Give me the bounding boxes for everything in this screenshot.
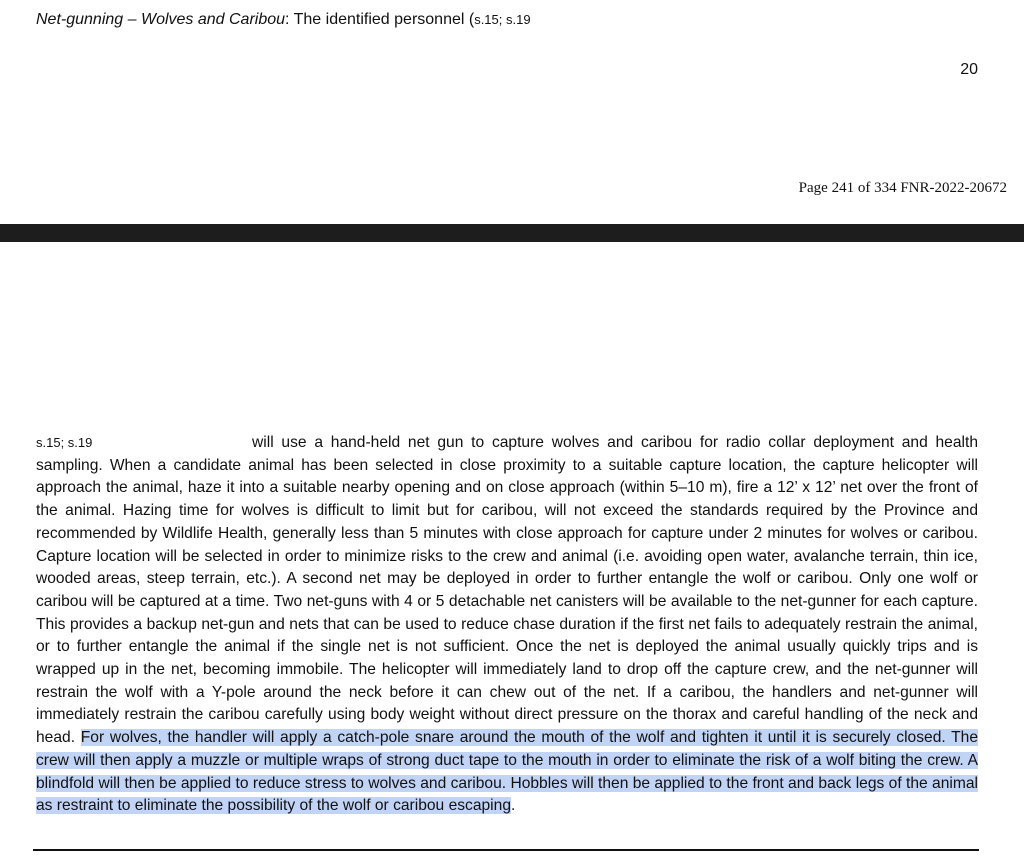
section-heading — [36, 10, 531, 30]
paragraph-end: . — [511, 797, 516, 815]
selected-text[interactable]: For wolves, the handler will apply a catch-pole snare around the mouth of the wolf and tighten it until it is securely closed. The crew will then apply a muzzle or multiple wraps of strong duct tape to the mouth in order to eliminate the risk of a wolf biting the crew. A blindfold will then be applied to reduce stress to wolves and caribou. Hobbles will then be applied to the front and back legs of the animal as restraint to eliminate the possibility of the wolf or caribou escaping — [36, 729, 978, 815]
body-paragraph[interactable] — [36, 432, 978, 818]
page-number: 20 — [960, 61, 978, 78]
redaction-label: s.15; s.19 — [474, 12, 531, 27]
heading-text: : The identified personnel ( — [285, 11, 475, 28]
bottom-rule — [33, 849, 979, 851]
page-footer: Page 241 of 334 FNR-2022-20672 — [798, 180, 1007, 196]
paragraph-text: will use a hand-held net gun to capture wolves and caribou for radio collar deployment and health sampling. When a candidate animal has been selected in close proximity to a suitable capture location, the capture helicopter will approach the animal, haze it into a suitable nearby opening and on close approach (within 5–10 m), fire a 12’ x 12’ net over the front of the animal. Hazing time for wolves is difficult to limit but for caribou, will not exceed the standards required by the Province and recommended by Wildlife Health, generally less than 5 minutes with close approach for capture under 2 minutes for wolves or caribou. Capture location will be selected in order to minimize risks to the crew and animal (i.e. avoiding open water, avalanche terrain, thin ice, wooded areas, steep terrain, etc.). A second net may be deployed in order to further entangle the wolf or caribou. Only one wolf or caribou will be captured at a time. Two net-guns with 4 or 5 detachable net canisters will be available to the net-gunner for each capture. This provides a backup net-gun and nets that can be used to reduce chase duration if the first net fails to adequately restrain the animal, or to further entangle the animal if the single net is not sufficient. Once the net is deployed the animal usually quickly trips and is wrapped up in the net, becoming immobile. The helicopter will immediately land to drop off the capture crew, and the net-gunner will restrain the wolf with a Y-pole around the neck before it can chew out of the net. If a caribou, the handlers and net-gunner will immediately restrain the caribou carefully using body weight without direct pressure on the thorax and careful handling of the neck and head. — [36, 434, 978, 747]
heading-title: Net-gunning – Wolves and Caribou — [36, 11, 286, 28]
page-divider — [0, 224, 1024, 242]
redaction-label: s.15; s.19 — [36, 435, 93, 450]
